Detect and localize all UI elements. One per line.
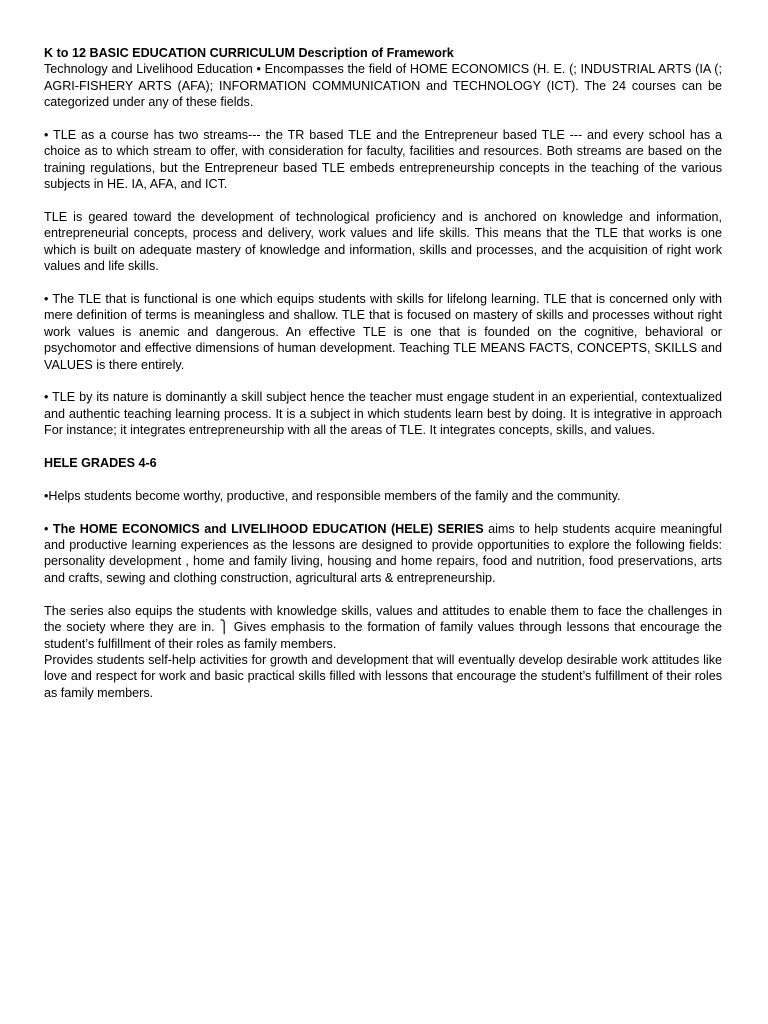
helps-paragraph: •Helps students become worthy, productive, and responsible members of the family and the community. [44,488,621,503]
equips-paragraph: The series also equips the students with knowledge skills, values and attitudes to enable them to face the challenges in the society where they are in. ⎫ Gives emphasis to the formation of family values through lessons that encourage the student’s fulfillment of their roles as family members. [44,603,722,651]
intro-paragraph: Technology and Livelihood Education • Encompasses the field of HOME ECONOMICS (H. E. (; INDUSTRIAL ARTS (IA (; AGRI-FISHERY ARTS (AFA); INFORMATION COMMUNICATION and TECHNOLOGY (ICT). The 24 courses can be categorized under any of these fields. [44,62,722,110]
geared-paragraph: TLE is geared toward the development of technological proficiency and is anchored on knowledge and information, entrepreneurial concepts, process and delivery, work values and life skills. This means that the TLE that works is one which is built on adequate mastery of knowledge and information, skills and processes, and the acquisition of right work values and life skills. [44,210,722,274]
series-bold-title: The HOME ECONOMICS and LIVELIHOOD EDUCATION (HELE) SERIES [52,521,484,536]
section-heading-hele: HELE GRADES 4-6 [44,456,157,471]
document-title: K to 12 BASIC EDUCATION CURRICULUM Description of Framework [44,46,454,60]
nature-paragraph: • TLE by its nature is dominantly a skill subject hence the teacher must engage student in an experiential, contextualized and authentic teaching learning process. It is a subject in which students learn best by doing. It is integrative in approach For instance; it integrates entrepreneurship with all the areas of TLE. It integrates concepts, skills, and values. [44,390,722,438]
series-description: aims to help students acquire meaningful and productive learning experiences as the lessons are designed to provide opportunities to explore the following fields: personality development , home and family living, housing and home repairs, food and nutrition, food preservations, arts and crafts, sewing and clothing construction, agricultural arts & entrepreneurship. [44,521,722,585]
provides-paragraph: Provides students self-help activities for growth and development that will eventually develop desirable work attitudes like love and respect for work and basic practical skills filled with lessons that encourage the student’s fulfillment of their roles as family members. [44,652,722,700]
streams-paragraph: • TLE as a course has two streams--- the TR based TLE and the Entrepreneur based TLE --- and every school has a choice as to which stream to offer, with consideration for faculty, facilities and resources. Both streams are based on the training regulations, but the Entrepreneur based TLE embeds entrepreneurship concepts in the teaching of the various subjects in HE. IA, AFA, and ICT. [44,128,722,192]
functional-paragraph: • The TLE that is functional is one which equips students with skills for lifelong learning. TLE that is concerned only with mere definition of terms is meaningless and shallow. TLE that is focused on mastery of skills and processes without right work values is anemic and dangerous. An effective TLE is one that is founded on the cognitive, behavioral or psychomotor and effective dimensions of human development. Teaching TLE MEANS FACTS, CONCEPTS, SKILLS and VALUES is there entirely. [44,292,722,372]
series-paragraph [44,521,722,587]
document-body [44,45,722,701]
series-bullet: • [44,521,53,536]
